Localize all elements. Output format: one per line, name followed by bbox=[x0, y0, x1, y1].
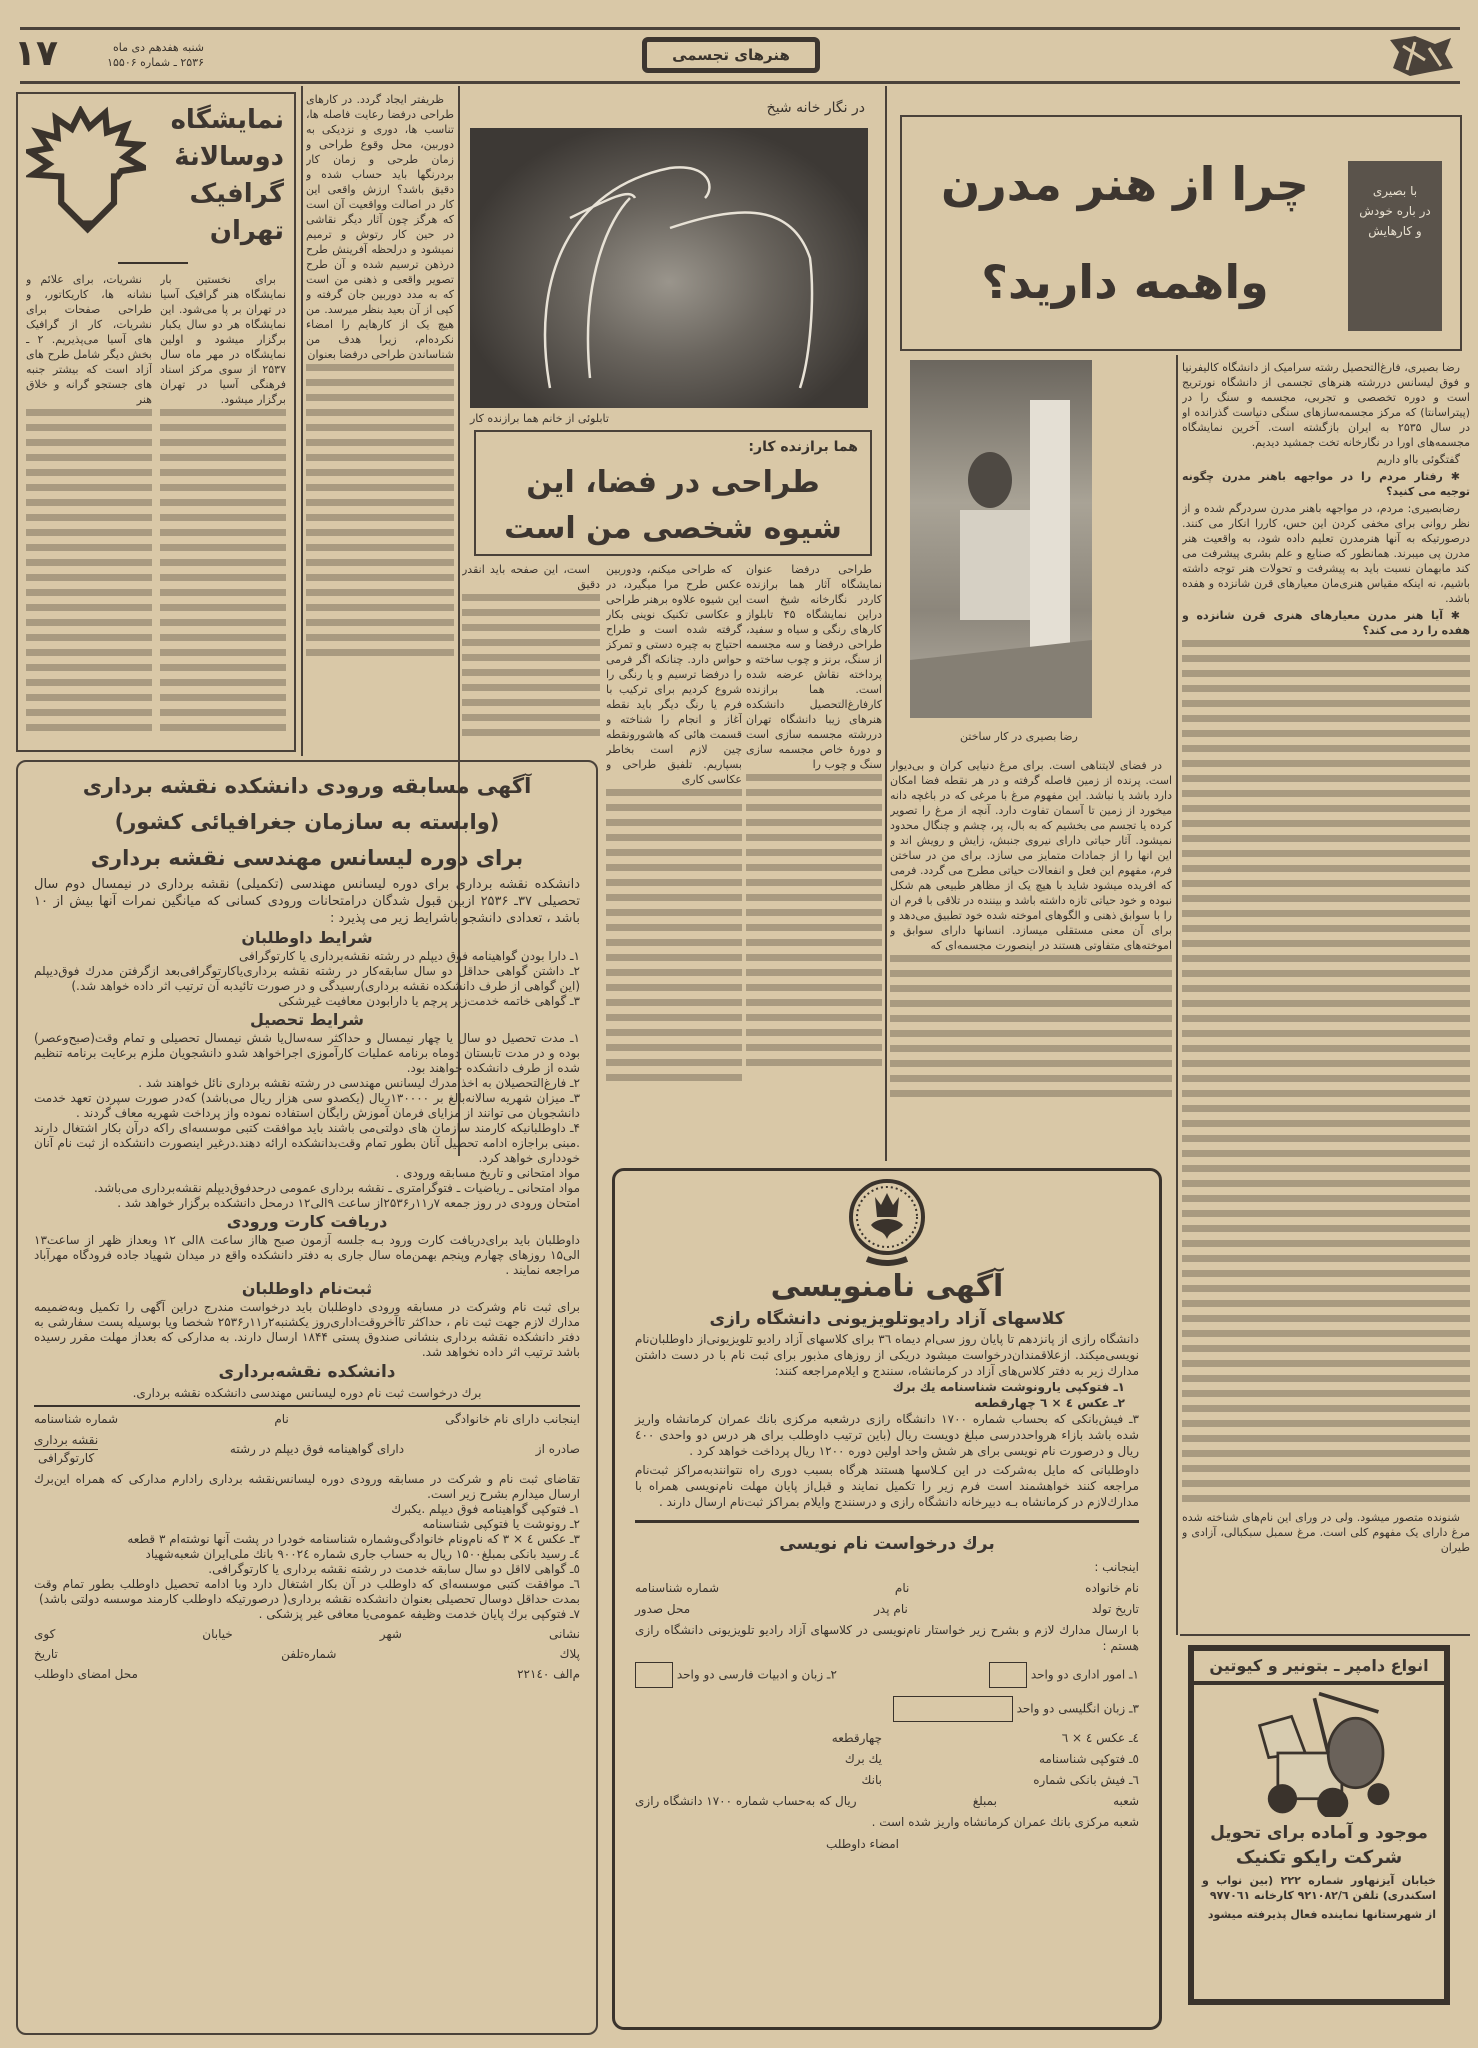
study-item: ۳ـ میزان شهریه سالانه‌بالغ بر ۱۳۰۰۰۰ریال (یکصدو سی هزار ریال می‌باشد) که‌در صورت سپردن تعهد خدمت دانشجویان می توانند از مزایای فرمان آموزش رایگان استفاده نموده واز پرداخت شهریه معاف گردند . bbox=[34, 1091, 581, 1120]
title-line: برای دوره لیسانس مهندسی نقشه برداری bbox=[90, 846, 524, 870]
exam-item: امتحان ورودی در روز جمعه ۷ر۱۱ر۲۵۳۶از ساعت ۹الی۱۲ درمحل دانشکده برگزار خواهد شد . bbox=[117, 1196, 580, 1210]
title-line: (وابسته به سازمان جغرافیائی کشور) bbox=[114, 810, 500, 834]
mixer-ad-company: شرکت رایکو تکنیک bbox=[1235, 1847, 1403, 1868]
field-city[interactable]: شهر bbox=[379, 1627, 402, 1641]
field-address[interactable]: نشانی bbox=[548, 1627, 580, 1641]
basiri-photo bbox=[910, 360, 1092, 718]
attachment-row bbox=[635, 1772, 1139, 1788]
razi-form-title: برك درخواست نام نویسی bbox=[779, 1534, 995, 1554]
text-block bbox=[160, 409, 286, 739]
razi-university-logo bbox=[847, 1177, 927, 1267]
form-item: ۳ـ عکس ٤ × ۳ که نام‌ونام خانوادگی‌وشماره شناسنامه خودرا در پشت آنها نوشته‌ام ۳ قطعه bbox=[127, 1532, 580, 1546]
attachment-row bbox=[635, 1751, 1139, 1767]
homa-col-2 bbox=[606, 562, 742, 1152]
study-item: ۲ـ فارغ‌التحصیلان به اخذ مدرك لیسانس مهندسی در رشته نقشه برداری نائل خواهند شد . bbox=[138, 1076, 580, 1090]
heading-entry-card: دریافت کارت ورودی bbox=[226, 1212, 388, 1231]
field-bank-slip[interactable]: ٦ـ فیش بانکی شماره bbox=[1033, 1773, 1139, 1787]
form-request: با ارسال مدارك لازم و بشرح زیر خواستار نام‌نویسی در کلاسهای آزاد رادیو تلویزیونی دانشگاه رازی هستم : bbox=[635, 1623, 1139, 1653]
mixer-ad-title: انواع دامپر ـ بتونیر و کیوتین bbox=[1194, 1651, 1444, 1685]
form-item: ۲ـ رونوشت یا فتوکپی شناسنامه bbox=[422, 1517, 580, 1531]
sidebar-line: و کارهایش bbox=[1368, 224, 1422, 238]
survey-ad-signature: دانشکده نقشه‌برداری bbox=[218, 1362, 396, 1382]
text-block bbox=[26, 409, 152, 739]
field-signature[interactable]: امضاء داوطلب bbox=[825, 1837, 899, 1851]
study-item: ۴ـ داوطلبانیکه کارمند سازمان های دولتی‌می باشند باید موافقت کتبی موسسه‌ای راکه درآن بکار اشتغال دارند .مبنی براجازه ادامه تحصیل آنان بطور تمام وقت‌بدانشکده ارائه دهند.درغیر اینصورت دانشکده از ثبت نام آنان خودداری خواهد کرد. bbox=[34, 1121, 580, 1165]
form-item: ٦ـ موافقت کتبی موسسه‌ای که داوطلب در آن بکار اشتغال دارد وبا ادامه تحصیل داوطلب بطور تمام وقت بمدت حداقل دوسال تحصیلی بعنوان دانشکده نقشه برداری( درصورتیکه داوطلب کارمند موسسه دولتی باشد) bbox=[34, 1577, 580, 1606]
form-item: ۱ـ فتوکپی گواهینامه فوق دیپلم .یکبرك bbox=[391, 1502, 580, 1516]
issue-number: ۲۵۳۶ ـ شماره ۱۵۵۰۶ bbox=[107, 56, 204, 69]
sculptor-image bbox=[910, 360, 1092, 718]
field-surname[interactable]: اینجانب دارای نام خانوادگی bbox=[445, 1412, 580, 1426]
column-rule bbox=[1180, 1634, 1470, 1636]
homa-headline bbox=[476, 460, 870, 552]
field-issued-at[interactable]: صادره از bbox=[535, 1442, 580, 1456]
condition-item: ۳ـ گواهی خاتمه خدمت‌زیر پرچم یا دارابودن معافیت غیرشکی bbox=[278, 994, 580, 1008]
razi-ad-subtitle: کلاسهای آزاد رادیوتلویزیونی دانشگاه رازی bbox=[709, 1309, 1065, 1329]
homa-artwork-photo bbox=[470, 128, 868, 408]
form-item: ٤ـ رسید بانکی بمبلغ۱۵۰۰ ریال به حساب جاری شماره ۹۰۰۲٤ بانك ملی‌ایران شعبه‌شهیاد bbox=[145, 1547, 580, 1561]
basiri-main-column bbox=[1182, 360, 1470, 1630]
form-row-signature bbox=[34, 1667, 580, 1682]
ad-code: م‌الف ۲۲۱٤۰ bbox=[517, 1667, 580, 1681]
field-name[interactable]: نام bbox=[894, 1581, 910, 1595]
razi-university-ad bbox=[612, 1168, 1162, 2030]
graphic-biennial-col-a bbox=[160, 272, 286, 747]
paragraph: است، این صفحه باید انقدر دقیق bbox=[462, 563, 600, 591]
title-line: گرافیک bbox=[189, 179, 284, 209]
form-item: ۷ـ فتوکپی برك پایان خدمت وظیفه عمومی‌یا معافی غیر پزشکی . bbox=[258, 1607, 580, 1621]
paragraph: ظریفتر ایجاد گردد. در کارهای طراحی درفضا رعایت فاصله ها، تناسب ها، دوری و نزدیکی به دوربین، محل وقوع طراحی و زمان طرحی و زمان کار بردرنگها باید حساب شده و دقیق باشد؟ ارزش واقعی این کار در اصالت وواقعیت آن است که هرگز چون آثار دیگر نقاشی در حین کار رتوش و ترمیم نمیشود و درلحظه آفرینش طرح درذهن ترسیم شده و آن طرح تصویر واقعی و ذهنی من است که به مدد دوربین جان گرفته و کپی از آن بعید بنظر میرسد. من هیچ یک از کارهایم را امضاء نکرده‌ام، زیرا هدف من شناساندن طراحی درفضا بعنوان bbox=[306, 93, 454, 361]
text-block bbox=[462, 594, 600, 744]
field-diploma: دارای گواهینامه فوق دیپلم در رشته bbox=[229, 1442, 405, 1456]
column-rule bbox=[885, 86, 887, 1161]
field-signature[interactable]: محل امضای داوطلب bbox=[34, 1667, 138, 1681]
exam-item: مواد امتحانی و تاریخ مسابقه ورودی . bbox=[395, 1166, 580, 1180]
header-rule-top bbox=[20, 27, 1460, 30]
title-line: دوسالانهٔ bbox=[174, 142, 284, 172]
homa-kicker: در نگار خانه شیخ bbox=[766, 100, 865, 116]
course-checkbox[interactable] bbox=[989, 1662, 1027, 1688]
attachment-item: ٥ـ فتوکپی شناسنامه bbox=[1038, 1752, 1139, 1766]
paragraph: که طراحی میکنم، ودوربین عکس طرح مرا میگیرد، در این شیوه علاوه برهنر طراحی و عکاسی تکنیک نوینی بکار گرفته شده است و طراح احتیاج به چیره دستی و تمرکز حواس دارد. چنانکه اگر فرمی را درفضا ترسیم و یا رنگی را شروع کردیم برای ترکیب با فرم یا رنگ دیگر باید نقطه آغاز و انجام را شناخته و قسمت هائی که هاشورونقطه چین لازم است بخاطر بسپاریم. تلفیق طراحی و عکاسی کاری bbox=[606, 563, 742, 786]
course-option-admin[interactable] bbox=[989, 1662, 1139, 1688]
paragraph: گفتگوئی بااو داریم bbox=[1376, 453, 1460, 466]
mixer-ad bbox=[1188, 1645, 1450, 2005]
text-block bbox=[746, 774, 882, 1074]
form-item: ٥ـ گواهی لااقل دو سال سابقه خدمت در رشته نقشه برداری یا کارتوگرافی. bbox=[208, 1562, 580, 1576]
condition-item: ۲ـ داشتن گواهی حداقل دو سال سابقه‌کار در رشته نقشه برداری‌یاکارتوگرافی‌بعد ازگرفتن مدرك فوق‌دیپلم (این گواهی از طرف دانشکده نقشه برداری)رسیدگی و در صورت تائیدبه آن ترتیب اثر داده خواهد شد.) bbox=[34, 964, 580, 993]
heading-registration: ثبت‌نام داوطلبان bbox=[241, 1279, 373, 1298]
form-request: تقاضای ثبت نام و شرکت در مسابقه ورودی دوره لیسانس‌نقشه برداری رادارم مدارکی که همراه این‌برك ارسال میدارم بشرح زیر است. bbox=[34, 1472, 580, 1501]
field-phone[interactable]: شماره‌تلفن bbox=[281, 1647, 337, 1661]
form-row-diploma bbox=[34, 1432, 580, 1467]
light-drawing-image bbox=[470, 128, 868, 408]
title-line: تهران bbox=[209, 216, 284, 246]
condition-item: ۱ـ دارا بودن گواهینامه فوق دیپلم در رشته نقشه‌برداری یا کارتوگرافی bbox=[239, 949, 580, 963]
form-row-2 bbox=[635, 1601, 1139, 1617]
field-street[interactable]: خیابان bbox=[202, 1627, 233, 1641]
course-option-persian[interactable] bbox=[635, 1662, 837, 1688]
account-text: ریال که به‌حساب شماره ۱۷۰۰ دانشگاه رازی bbox=[635, 1794, 857, 1808]
survey-ad-intro: دانشکده نقشه برداری برای دوره لیسانس مهندسی (تکمیلی) نقشه برداری در نیمسال دوم سال تحصیلی ۳۷ـ ۲۵۳۶ ازبین قبول شدگان درامتحانات ورودی کسانی که میانگین نمرات آنها بیش از ۱۰ باشد ، تعدادی دانشجو باشرایط زیر می پذیرد : bbox=[34, 877, 580, 926]
document-item: ۲ـ عکس ٤ × ٦ چهارقطعه bbox=[974, 1396, 1125, 1410]
homa-continuation-column bbox=[306, 92, 454, 752]
branch-row bbox=[635, 1793, 1139, 1809]
field-bank[interactable]: بانك bbox=[861, 1773, 882, 1787]
paragraph: شنونده متصور میشود. ولی در ورای این نام‌های شناخته شده مرغ دارای یک مفهوم کلی است. مرغ سمبل سبکبالی، آزادی و طیران bbox=[1182, 1511, 1470, 1554]
course-label: ۱ـ امور اداری دو واحد bbox=[1030, 1667, 1139, 1682]
survey-school-ad bbox=[16, 760, 598, 2035]
field-plaque[interactable]: پلاك bbox=[559, 1647, 580, 1661]
razi-ad-title: آگهی نامنویسی bbox=[770, 1269, 1004, 1304]
field-family-name[interactable]: نام خانواده bbox=[1085, 1581, 1139, 1595]
field-name[interactable]: نام bbox=[274, 1412, 289, 1426]
homa-col-3 bbox=[462, 562, 600, 754]
concrete-mixer-icon bbox=[1234, 1689, 1404, 1817]
homa-photo-caption: تابلوئی از خانم هما برازنده کار bbox=[470, 412, 609, 425]
razi-ad-intro: دانشگاه رازی از پانزدهم تا پایان روز سی‌ام دیماه ۳٦ برای کلاسهای آزاد رادیو تلویزیونی‌از داوطلبان‌نام نویسی‌میکند. ازعلاقمندان‌درخواست میشود دریکی از روزهای مذبور برای ثبت نام با در دست داشتن مدارك زیر به دفتر کلاس‌های آزاد در کرمانشاه، سنندج و ایلام‌مراجعه کنند: bbox=[635, 1332, 1139, 1378]
pencil-sunburst-icon bbox=[26, 106, 146, 256]
form-label: اینجانب : bbox=[1094, 1560, 1139, 1574]
issue-date: شنبه هفدهم دی ماه bbox=[112, 41, 204, 54]
column-rule bbox=[301, 86, 303, 756]
razi-ad-fee: ۳ـ فیش‌بانکی که بحساب شماره ۱۷۰۰ دانشگاه رازی درشعبه مرکزی بانك عمران کرمانشاه واریز شده باشد بازاء هرواحددرسی مبلغ دویست ریال (باین ترتیب داوطلب برای هر درس دو واحدی ٤۰۰ ریال و درصورت نام نویسی برای هر شش واحد اولین دوره ۱۲۰۰ ریال پرداخت خواهد کرد . bbox=[635, 1412, 1139, 1458]
form-title: برك درخواست ثبت نام دوره لیسانس مهندسی دانشکده نقشه برداری. bbox=[132, 1386, 482, 1400]
homa-headline-box bbox=[474, 430, 872, 556]
graphic-biennial-title bbox=[171, 102, 284, 250]
homa-col-1 bbox=[746, 562, 882, 1152]
homa-byline: هما برازنده کار: bbox=[748, 439, 858, 455]
basiri-headline-box bbox=[900, 115, 1462, 351]
graphic-biennial-article bbox=[16, 92, 296, 752]
course-row-1 bbox=[635, 1662, 1139, 1688]
paragraph: نشریات، برای علائم و نشانه ها، کاریکاتور، و طراحی صفحات برای نشریات، کار از گرافیک های آسیا می‌پذیریم. ۲ ـ بخش دیگر شامل طرح های آزاد است که بیشتر جنبه های جستجو گرانه و خلاق هنر bbox=[26, 273, 152, 406]
header-rule-bottom bbox=[20, 81, 1460, 84]
field-alley[interactable]: کوی bbox=[34, 1627, 56, 1641]
page-number: ۱۷ bbox=[14, 33, 58, 74]
form-rule bbox=[635, 1520, 1139, 1523]
heading-study: شرایط تحصیل bbox=[250, 1010, 364, 1029]
paragraph: طراحی درفضا عنوان نمایشگاه آثار هما برازنده کاردر نگارخانه شیخ است دراین نمایشگاه ۴۵ تابلواز کارهای رنگی و سیاه و سفید، طراحی درفضا و سه مجسمه از سنگ، برنز و چوب ساخته و پرداخته نقاش عرضه شده است. هما برازنده کارفارغ‌التحصیل دانشکده هنرهای زیبا دانشگاه تهران دررشته مجسمه سازی است و دورهٔ خاص مجسمه سازی سنگ و چوب را bbox=[746, 563, 882, 771]
issue-info bbox=[84, 40, 204, 70]
exam-item: مواد امتحانی ـ ریاضیات ـ فتوگرامتری ـ نقشه برداری عمومی درحدفوق‌دیپلم نقشه‌برداری می‌باشد. bbox=[93, 1181, 580, 1195]
text-block bbox=[890, 955, 1172, 1105]
form-row-address bbox=[34, 1627, 580, 1642]
headline-line: طراحی در فضا، این bbox=[526, 465, 820, 500]
field-birth-date[interactable]: تاریخ تولد bbox=[1091, 1602, 1139, 1616]
form-row-identity bbox=[34, 1412, 580, 1427]
course-option-english[interactable] bbox=[635, 1696, 1139, 1722]
attachment-qty: چهارقطعه bbox=[831, 1731, 882, 1745]
title-line: نمایشگاه bbox=[170, 105, 284, 135]
field-date[interactable]: تاریخ bbox=[34, 1647, 58, 1661]
mixer-ad-note: از شهرستانها نماینده فعال پذیرفته میشود bbox=[1207, 1908, 1436, 1921]
entry-card-text: داوطلبان باید برای‌دریافت کارت ورود بـه جلسه آزمون صبح هااز ساعت ۸الی ۱۲ وبعداز ظهر از ساعت۱۳ الی۱۵ روزهای چهارم وپنجم بهمن‌ماه سال جاری به دفتر دانشکده واقع در میدان شهیاد جاده فرودگاه مهرآباد مراجعه نمایند . bbox=[34, 1233, 580, 1277]
headline-line: شیوه شخصی من است bbox=[504, 511, 842, 546]
basiri-lower-text bbox=[890, 758, 1172, 1153]
course-checkbox[interactable] bbox=[635, 1662, 673, 1688]
question: ✱ رفتار مردم را در مواجهه باهنر مدرن چگونه توجیه می کنید؟ bbox=[1182, 470, 1470, 498]
basiri-photo-caption: رضا بصیری در کار ساختن bbox=[960, 730, 1078, 743]
course-label: ۲ـ زبان و ادبیات فارسی دو واحد bbox=[676, 1667, 837, 1682]
attachment-row bbox=[635, 1730, 1139, 1746]
study-item: ۱ـ مدت تحصیل دو سال یا چهار نیمسال و حداکثر سه‌سال‌یا شش نیمسال تحصیلی و تمام وقت(صبح‌وعصر) بوده و در مدت تابستان دوماه برنامه عملیات کارآموزی اجراخواهد شدو دانشجویان ملزم برعایت برنامه تنظیم شده از طرف دانشکده خواهند بود. bbox=[34, 1031, 580, 1075]
title-line: آگهی مسابقه ورودی دانشکده نقشه برداری bbox=[82, 774, 532, 798]
field-branch[interactable]: شعبه bbox=[1113, 1794, 1139, 1808]
field-id-number[interactable]: شماره شناسنامه bbox=[34, 1412, 119, 1426]
field-id-number[interactable]: شماره شناسنامه bbox=[635, 1581, 720, 1595]
headline-line: واهمه دارید؟ bbox=[981, 255, 1269, 309]
document-item: ۱ـ فتوکپی یارونوشت شناسنامه یك برك bbox=[892, 1380, 1125, 1394]
option-cartography[interactable]: کارتوگرافی bbox=[38, 1451, 95, 1465]
logo-icon bbox=[1385, 32, 1457, 78]
question: ✱ آیا هنر مدرن معیارهای هنری قرن شانزده و هفده را رد می کند؟ bbox=[1182, 609, 1470, 637]
headline-line: چرا از هنر مدرن bbox=[941, 157, 1309, 211]
razi-ad-remote: داوطلبانی که مایل به‌شرکت در این کـلاسها هستند هرگاه بسبب دوری راه نتوانندبه‌مراکز ثبت‌نام مراجعه کنند خواهشمند است فرم زیر را تکمیل نمایند و قبل‌از پایان مهلت نام‌نویسی همراه با مدارك‌لازم در کرمانشاه بـه دبیرخانه دانشگاه رازی و درسنندج وایلام بمراکز ثبت‌نام ارسال دارند . bbox=[635, 1463, 1139, 1509]
course-checkbox[interactable] bbox=[893, 1696, 1013, 1722]
attachment-qty: یك برك bbox=[844, 1752, 882, 1766]
basiri-sidebar bbox=[1348, 161, 1442, 331]
heading-candidates: شرایط داوطلبان bbox=[241, 928, 373, 947]
mixer-ad-slogan: موجود و آماده برای تحویل bbox=[1210, 1823, 1428, 1843]
form-row-1 bbox=[635, 1580, 1139, 1596]
graphic-biennial-col-b bbox=[26, 272, 152, 747]
text-block bbox=[306, 364, 454, 664]
field-father-name[interactable]: نام پدر bbox=[874, 1602, 908, 1616]
course-label: ۳ـ زبان انگلیسی دو واحد bbox=[1016, 1701, 1139, 1716]
sidebar-line: در باره خودش bbox=[1359, 204, 1431, 218]
title-rule bbox=[118, 262, 188, 264]
basiri-headline bbox=[910, 135, 1340, 331]
field-major-choice[interactable] bbox=[34, 1432, 98, 1467]
text-block bbox=[1182, 640, 1470, 1510]
form-rule bbox=[34, 1405, 580, 1407]
form-row-contact bbox=[34, 1647, 580, 1662]
paragraph: برای نخستین بار نمایشگاه هنر گرافیک آسیا در تهران بر پا می‌شود. این نمایشگاه هر دو سال یکبار برگزار میشود و اولین نمایشگاه در مهر ماه سال ۲۵۳۷ از سوی مرکز اسناد فرهنگی آسیا در تهران برگزار میشود. bbox=[160, 273, 286, 406]
branch-text: شعبه مرکزی بانك عمران کرمانشاه واریز شده است . bbox=[871, 1815, 1139, 1829]
option-surveying[interactable]: نقشه برداری bbox=[34, 1432, 98, 1450]
section-title: هنرهای تجسمی bbox=[642, 37, 820, 73]
answer: رضابصیری: مردم، در مواجهه باهنر مدرن سردرگم شده و از نظر روانی برای مخفی کردن این حس، کاررا انکار می کنند. درصورتیکه به آنها هنرمدرن تعلیم داده شود، به واقعیت هنر مدرن پی میبرند. همانطور که صنایع و علم بشری پیشرفت می کند مابهمان نسبت باید به پیشرفت و تحولات هنر توجه داشته باشیم، نه اینکه مقیاس هنری‌مان معیارهای قرن شانزده و هفده باشد. bbox=[1182, 502, 1470, 605]
attachment-item: ٤ـ عکس ٤ × ٦ bbox=[1061, 1731, 1139, 1745]
paragraph: رضا بصیری، فارغ‌التحصیل رشته سرامیک از دانشگاه کالیفرنیا و فوق لیسانس دررشته هنرهای تجسمی از دانشگاه نورتریج است و دوره تخصصی و تجربی، مجسمه و سنگ را در (پیتراسانتا) که مرکز مجسمه‌سازهای سنگی دنیاست گذرانده او در سال ۲۵۳۵ به ایران بازگشته است. آخرین نمایشگاه مجسمه‌های اورا در نگارخانه تخت جمشید دیدیم. bbox=[1182, 361, 1470, 449]
field-amount[interactable]: بمبلغ bbox=[972, 1794, 997, 1808]
paragraph: در فضای لایتناهی است. برای مرغ دنیایی کران و بی‌دیوار است. پرنده از زمین فاصله گرفته و در هر نقطه فضا امکان دارد باشد یا نباشد. این مفهوم مرغ با مرغی که در باغچه دانه میخورد از زمین تا آسمان تفاوت دارد. آنچه از مرغ را تصویر کرده یا تجسم می بخشیم که به بال، پر، چشم و چنگال محدود نمیشود. آثار حیاتی دارای نیروی جنبش، زایش و رویش اند و این انها را از جمادات متمایز می سازد. برای من در ساختن فرم، مفهوم این فعل و انفعالات حیاتی مطرح می گردد. فرمی که افریده میشود شاید با هیچ یک از مظاهر طبیعی هم شکل نبوده و خود حیاتی تازه داشته باشد و بیننده در تلاقی با فرم ان را با سوابق ذهنی و الگوهای اموخته شده خود تطبیق می‌دهد و برای آن معنی مستقلی میسازد. انسانها دارای سوابق و اموخته‌های متفاوتی هستند در اینصورت مجسمه‌ای که bbox=[890, 759, 1172, 952]
column-rule bbox=[1176, 355, 1178, 1635]
newspaper-logo bbox=[1385, 32, 1457, 78]
registration-text: برای ثبت نام وشرکت در مسابقه ورودی داوطلبان باید درخواست مندرج دراین آگهی را تکمیل وبه‌ضمیمه مدارك لازم جهت ثبت نام ، حداکثر تاآخروقت‌اداری‌روز یکشنبه۲ر۱۱ر۲۵۳۶ شخصا ویا بوسیله پست سفارشی به دفتر دانشکده نقشه برداری بنشانی صندوق پستی ۱۸۴۴ ارسال دارند. به مدارکی که بعداز مهلت مقرر رسیده باشد ترتیب اثر داده نخواهد شد. bbox=[34, 1300, 581, 1359]
sidebar-line: با بصیری bbox=[1372, 184, 1418, 198]
text-block bbox=[606, 789, 742, 1089]
survey-ad-title bbox=[34, 768, 580, 876]
field-place-of-issue[interactable]: محل صدور bbox=[635, 1602, 691, 1616]
mixer-ad-address: خیابان آیزنهاور شماره ۲۲۲ (بین نواب و اسکندری) تلفن ۹۲۱۰۸۲/٦ کارخانه ۹۷۷۰٦۱ bbox=[1202, 1874, 1436, 1902]
